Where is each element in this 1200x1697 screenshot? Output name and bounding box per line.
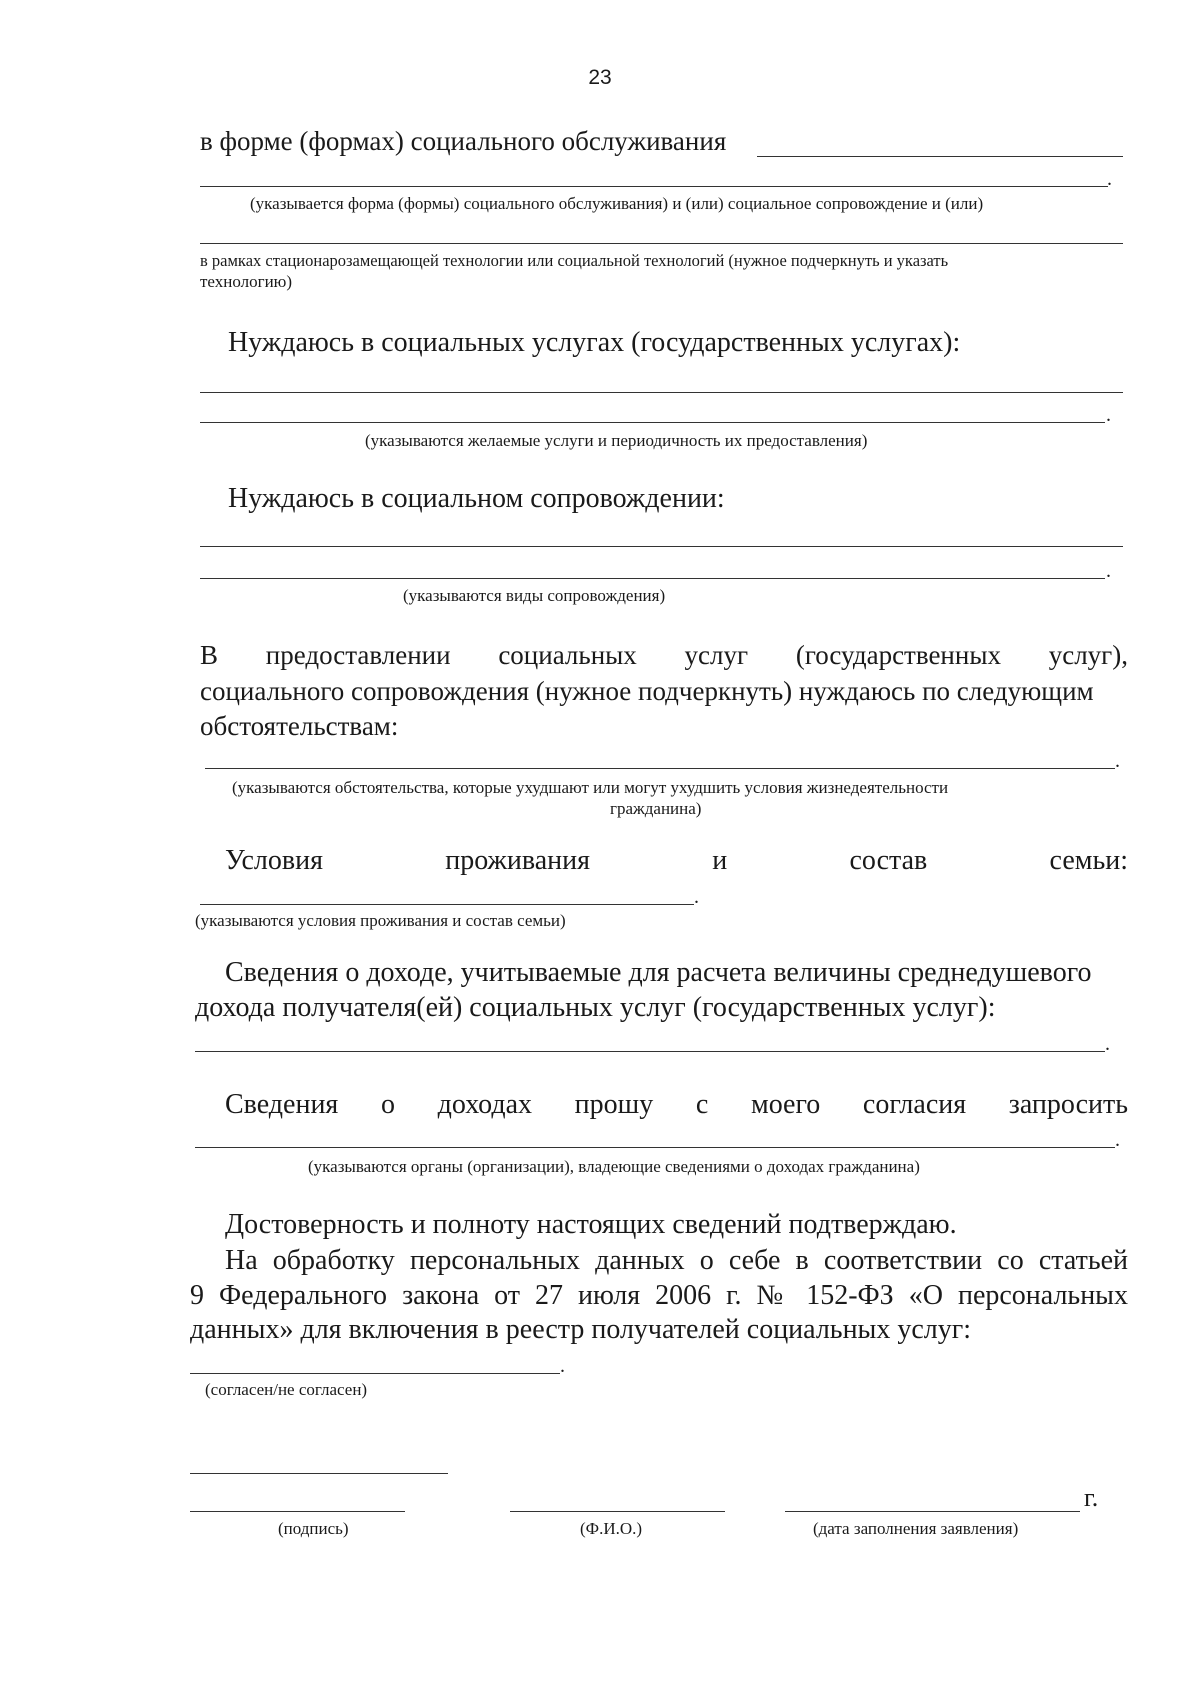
services-need-field-2[interactable] — [200, 422, 1105, 423]
period: . — [1106, 404, 1111, 426]
consent-line-2: 9 Федерального закона от 27 июля 2006 г. № 152-ФЗ «О персональных — [190, 1280, 1128, 1311]
form-hint-3: технологию) — [200, 272, 293, 291]
services-need-field-1[interactable] — [200, 392, 1123, 393]
signature-field[interactable] — [190, 1511, 405, 1512]
living-conditions-hint: (указываются условия проживания и состав семьи) — [195, 911, 566, 930]
form-of-service-label: в форме (формах) социального обслуживания — [200, 126, 727, 156]
circumstances-field[interactable] — [205, 768, 1115, 769]
services-need-hint: (указываются желаемые услуги и периодичность их предоставления) — [365, 431, 868, 450]
support-need-field-2[interactable] — [200, 578, 1105, 579]
circumstances-line-1: В предоставлении социальных услуг (государственных услуг), — [200, 640, 1128, 670]
year-suffix: г. — [1084, 1483, 1099, 1512]
signature-hint: (подпись) — [278, 1519, 349, 1538]
consent-hint: (согласен/не согласен) — [205, 1380, 368, 1399]
period: . — [1115, 1129, 1120, 1151]
circumstances-line-3: обстоятельствам: — [200, 711, 399, 741]
form-hint-1: (указывается форма (формы) социального обслуживания) и (или) социальное сопровождение и (или) — [250, 194, 984, 213]
period: . — [694, 886, 699, 908]
circumstances-hint-2: гражданина) — [610, 799, 702, 818]
living-conditions-label: Условия проживания и состав семьи: — [225, 845, 1128, 876]
full-name-hint: (Ф.И.О.) — [580, 1519, 643, 1538]
living-conditions-field[interactable] — [200, 904, 694, 905]
support-need-hint: (указываются виды сопровождения) — [403, 586, 666, 605]
income-request-hint: (указываются органы (организации), владеющие сведениями о доходах гражданина) — [308, 1157, 920, 1176]
extra-signature-field[interactable] — [190, 1473, 448, 1474]
date-field[interactable] — [785, 1511, 1080, 1512]
consent-line-1: На обработку персональных данных о себе в соответствии со статьей — [225, 1245, 1128, 1276]
consent-field[interactable] — [190, 1373, 560, 1374]
circumstances-line-2: социального сопровождения (нужное подчеркнуть) нуждаюсь по следующим — [200, 676, 1094, 706]
support-need-field-1[interactable] — [200, 546, 1123, 547]
form-of-service-field-2[interactable] — [200, 186, 1108, 187]
income-request-field[interactable] — [195, 1147, 1115, 1148]
income-field[interactable] — [195, 1051, 1105, 1052]
page-number: 23 — [588, 66, 612, 89]
period: . — [1107, 168, 1112, 190]
period: . — [1105, 1033, 1110, 1055]
full-name-field[interactable] — [510, 1511, 725, 1512]
services-need-label: Нуждаюсь в социальных услугах (государственных услугах): — [228, 327, 961, 358]
form-hint-2: в рамках стационарозамещающей технологии или социальной технологий (нужное подчеркнуть и указать — [200, 251, 949, 270]
circumstances-hint-1: (указываются обстоятельства, которые ухудшают или могут ухудшить условия жизнедеятельности — [232, 778, 949, 797]
period: . — [560, 1355, 565, 1377]
income-line-2: дохода получателя(ей) социальных услуг (государственных услуг): — [195, 992, 996, 1023]
period: . — [1106, 560, 1111, 582]
income-request-label: Сведения о доходах прошу с моего согласия запросить — [225, 1089, 1128, 1120]
support-need-label: Нуждаюсь в социальном сопровождении: — [228, 483, 725, 514]
period: . — [1115, 750, 1120, 772]
form-of-service-field-3[interactable] — [200, 243, 1123, 244]
confirmation-text: Достоверность и полноту настоящих сведений подтверждаю. — [225, 1209, 957, 1240]
date-hint: (дата заполнения заявления) — [813, 1519, 1019, 1538]
form-of-service-field[interactable] — [757, 156, 1123, 157]
income-line-1: Сведения о доходе, учитываемые для расчета величины среднедушевого — [225, 957, 1092, 988]
consent-line-3: данных» для включения в реестр получателей социальных услуг: — [190, 1314, 972, 1345]
